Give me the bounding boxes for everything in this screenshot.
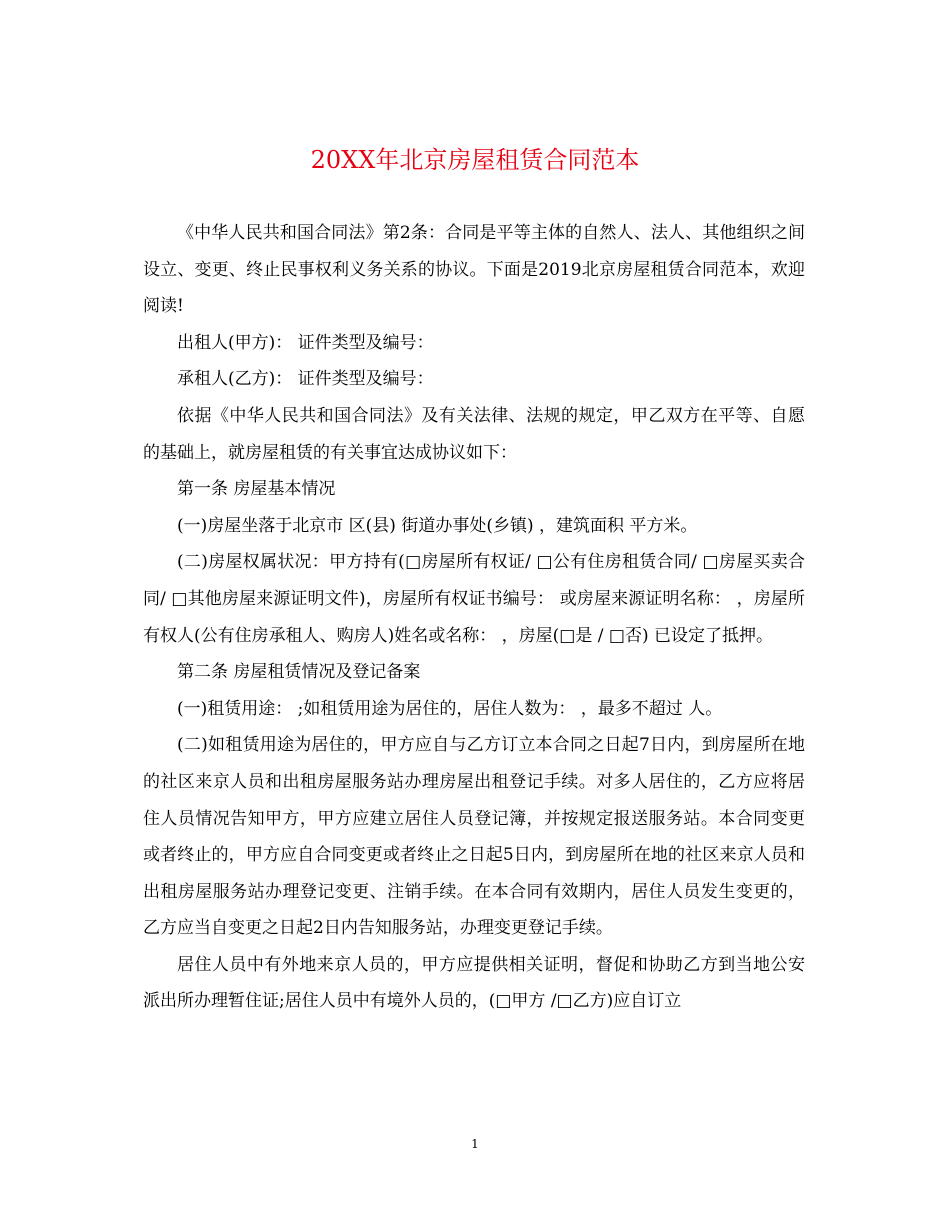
paragraph-location: (一)房屋坐落于北京市 区(县) 街道办事处(乡镇) ，建筑面积 平方米。: [177, 515, 698, 536]
document-body: [143, 215, 805, 1020]
paragraph-purpose: (一)租赁用途： ;如租赁用途为居住的，居住人数为： ，最多不超过 人。: [177, 698, 723, 719]
paragraph-lessee: 承租人(乙方)： 证件类型及编号：: [177, 369, 434, 390]
paragraph-residents: 居住人员中有外地来京人员的，甲方应提供相关证明，督促和协助乙方到当地公安派出所办理暂住证;居住人员中有境外人员的，(□甲方 /□乙方)应自订立: [143, 954, 805, 1012]
paragraph-lessor: 出租人(甲方)： 证件类型及编号：: [177, 332, 434, 353]
paragraph-registration: (二)如租赁用途为居住的，甲方应自与乙方订立本合同之日起7日内，到房屋所在地的社区来京人员和出租房屋服务站办理房屋出租登记手续。对多人居住的，乙方应将居住人员情况告知甲方，甲方应建立居住人员登记簿，并按规定报送服务站。本合同变更或者终止的，甲方应自合同变更或者终止之日起5日内，到房屋所在地的社区来京人员和出租房屋服务站办理登记变更、注销手续。在本合同有效期内，居住人员发生变更的，乙方应当自变更之日起2日内告知服务站，办理变更登记手续。: [143, 735, 805, 939]
section-heading-2: 第二条 房屋租赁情况及登记备案: [177, 662, 421, 683]
document-title: 20XX年北京房屋租赁合同范本: [310, 146, 640, 174]
section-heading-1: 第一条 房屋基本情况: [177, 479, 336, 500]
page-number: 1: [471, 1137, 479, 1151]
paragraph-ownership: (二)房屋权属状况：甲方持有(□房屋所有权证/ □公有住房租赁合同/ □房屋买卖合同/ □其他房屋来源证明文件)，房屋所有权证书编号： 或房屋来源证明名称： ，房屋所有权人(公有住房承租人、购房人)姓名或名称： ，房屋(□是 / □否) 已设定了抵押。: [143, 552, 805, 646]
paragraph-intro: 《中华人民共和国合同法》第2条：合同是平等主体的自然人、法人、其他组织之间设立、变更、终止民事权利义务关系的协议。下面是2019北京房屋租赁合同范本，欢迎阅读!: [143, 223, 805, 317]
paragraph-basis: 依据《中华人民共和国合同法》及有关法律、法规的规定，甲乙双方在平等、自愿的基础上，就房屋租赁的有关事宜达成协议如下：: [143, 405, 805, 463]
